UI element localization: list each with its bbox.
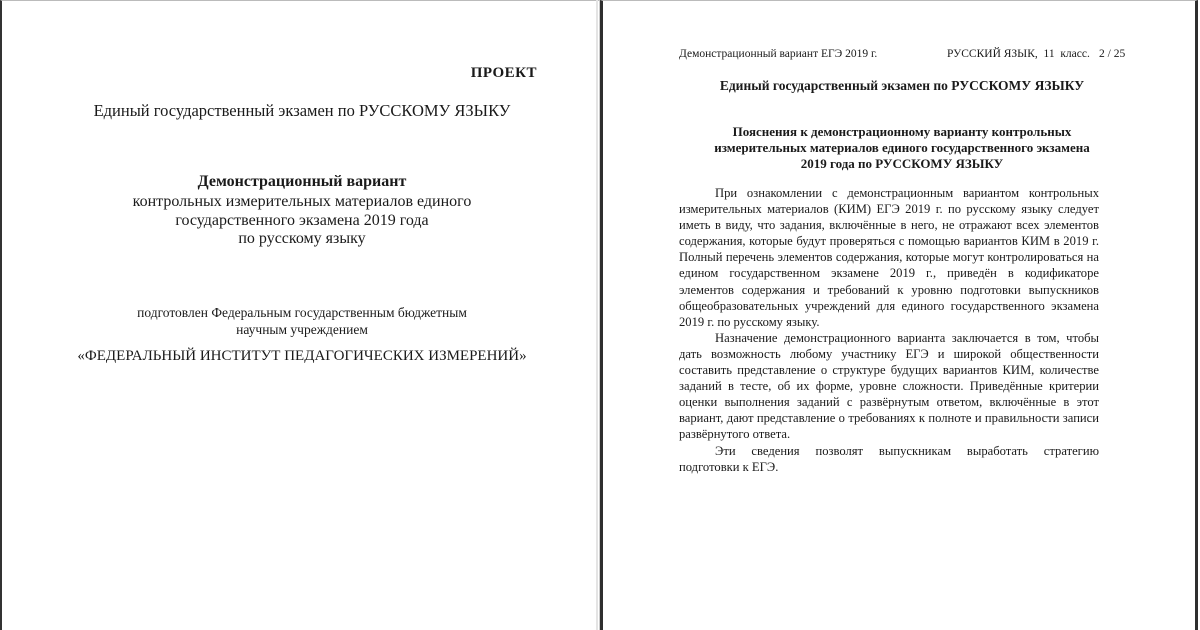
exam-title: Единый государственный экзамен по РУССКОМУ ЯЗЫКУ	[93, 101, 511, 120]
prepared-by-line: подготовлен Федеральным государственным бюджетным	[137, 305, 467, 320]
page-number: 2 / 25	[1099, 48, 1126, 60]
demo-heading: Демонстрационный вариант	[197, 173, 407, 190]
running-header-subject: РУССКИЙ ЯЗЫК, 11 класс.	[947, 48, 1090, 60]
prepared-by-line: научным учреждением	[236, 322, 368, 337]
demo-line: контрольных измерительных материалов единого	[132, 193, 472, 210]
demo-line: по русскому языку	[238, 230, 366, 247]
explanation-heading-line: Пояснения к демонстрационному варианту контрольных	[732, 124, 1072, 139]
explanation-heading-line: 2019 года по РУССКОМУ ЯЗЫКУ	[800, 156, 1004, 171]
exam-title: Единый государственный экзамен по РУССКОМУ ЯЗЫКУ	[719, 78, 1085, 93]
page-2	[600, 0, 1198, 630]
paragraph: Назначение демонстрационного варианта заключается в том, чтобы дать возможность любому участнику ЕГЭ и широкой общественности составить представление о структуре будущих вариантов КИМ, количестве заданий в тесте, об их форме, уровне сложности. Приведённые критерии оценки выполнения заданий с развёрнутым ответом, включённые в этот вариант, дают представление о требованиях к полноте и правильности записи развёрнутого ответа.	[679, 330, 1099, 442]
demo-line: государственного экзамена 2019 года	[175, 212, 429, 229]
paragraph: При ознакомлении с демонстрационным вариантом контрольных измерительных материалов (КИМ) ЕГЭ 2019 г. по русскому языку следует иметь в виду, что задания, включённые в него, не отражают всех элементов содержания, которые будут проверяться с помощью вариантов КИМ в 2019 г. Полный перечень элементов содержания, которые могут контролироваться на едином государственном экзамене 2019 г., приведён в кодификаторе элементов содержания и требований к уровню подготовки выпускников общеобразовательных учреждений для единого государственного экзамена 2019 г. по русскому языку.	[679, 186, 1099, 329]
explanation-heading-line: измерительных материалов единого государственного экзамена	[714, 140, 1090, 155]
institute-name: «ФЕДЕРАЛЬНЫЙ ИНСТИТУТ ПЕДАГОГИЧЕСКИХ ИЗМЕРЕНИЙ»	[77, 348, 527, 364]
body-text	[679, 185, 1099, 475]
page-gutter	[596, 0, 598, 630]
paragraph: Эти сведения позволят выпускникам выработать стратегию подготовки к ЕГЭ.	[679, 443, 1099, 474]
running-header-left: Демонстрационный вариант ЕГЭ 2019 г.	[679, 48, 878, 60]
draft-stamp: ПРОЕКТ	[470, 65, 537, 81]
